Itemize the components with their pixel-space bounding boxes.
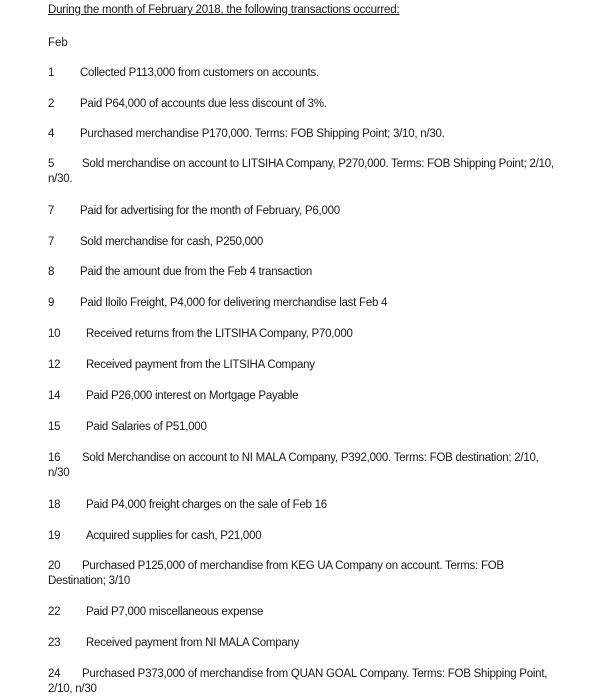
transaction-text: Paid P7,000 miscellaneous expense — [86, 606, 264, 618]
transaction-row — [48, 451, 558, 481]
transaction-text: Sold Merchandise on account to NI MALA Company, P392,000. Terms: FOB destination; 2/10, n/30 — [48, 452, 539, 479]
transaction-row — [48, 97, 558, 112]
transaction-row — [48, 420, 558, 435]
transaction-day: 2 — [48, 98, 55, 110]
transaction-text: Paid P64,000 of accounts due less discount of 3%. — [80, 98, 327, 110]
transaction-row — [48, 529, 558, 544]
transaction-day: 19 — [48, 530, 61, 542]
transaction-day: 10 — [48, 328, 61, 340]
transaction-row — [48, 636, 558, 651]
transaction-text: Collected P113,000 from customers on accounts. — [80, 67, 319, 79]
transaction-day: 22 — [48, 606, 61, 618]
transaction-text: Sold merchandise for cash, P250,000 — [80, 236, 264, 248]
transaction-day: 4 — [48, 128, 55, 140]
transaction-text: Paid the amount due from the Feb 4 transaction — [80, 266, 313, 278]
transaction-day: 14 — [48, 390, 61, 402]
transaction-row — [48, 498, 558, 513]
transaction-text: Received returns from the LITSIHA Company, P70,000 — [86, 328, 353, 340]
transaction-row — [48, 605, 558, 620]
transaction-row — [48, 358, 558, 373]
transaction-day: 20 — [48, 560, 61, 572]
transaction-row — [48, 667, 558, 697]
month-label: Feb — [48, 37, 68, 49]
document-heading: During the month of February 2018, the following transactions occurred: — [48, 4, 400, 16]
transaction-day: 18 — [48, 499, 61, 511]
transaction-row — [48, 296, 558, 311]
transaction-row — [48, 327, 558, 342]
transaction-row — [48, 127, 558, 142]
transaction-text: Sold merchandise on account to LITSIHA Company, P270,000. Terms: FOB Shipping Point; 2/10, n/30. — [48, 158, 554, 185]
transaction-day: 24 — [48, 668, 61, 680]
transaction-row — [48, 265, 558, 280]
transaction-day: 15 — [48, 421, 61, 433]
transaction-day: 9 — [48, 297, 55, 309]
transaction-row — [48, 204, 558, 219]
transaction-row — [48, 157, 558, 187]
transaction-text: Paid for advertising for the month of February, P6,000 — [80, 205, 340, 217]
transaction-day: 8 — [48, 266, 55, 278]
transaction-text: Acquired supplies for cash, P21,000 — [86, 530, 262, 542]
transaction-text: Received payment from the LITSIHA Company — [86, 359, 315, 371]
transaction-text: Purchased P373,000 of merchandise from QUAN GOAL Company. Terms: FOB Shipping Point, 2/10, n/30 — [48, 668, 548, 695]
transaction-text: Paid P4,000 freight charges on the sale of Feb 16 — [86, 499, 327, 511]
transaction-text: Paid Salaries of P51,000 — [86, 421, 207, 433]
transaction-day: 7 — [48, 205, 55, 217]
transaction-day: 7 — [48, 236, 55, 248]
transaction-row — [48, 559, 558, 589]
transaction-text: Purchased merchandise P170,000. Terms: FOB Shipping Point; 3/10, n/30. — [80, 128, 445, 140]
transaction-day: 12 — [48, 359, 61, 371]
transaction-row — [48, 235, 558, 250]
transaction-text: Purchased P125,000 of merchandise from KEG UA Company on account. Terms: FOB Destination; 3/10 — [48, 560, 504, 587]
transaction-text: Received payment from NI MALA Company — [86, 637, 300, 649]
transaction-day: 23 — [48, 637, 61, 649]
transaction-row — [48, 389, 558, 404]
transaction-day: 16 — [48, 452, 61, 464]
transaction-day: 1 — [48, 67, 55, 79]
transaction-text: Paid P26,000 interest on Mortgage Payable — [86, 390, 299, 402]
transaction-text: Paid Iloilo Freight, P4,000 for delivering merchandise last Feb 4 — [80, 297, 388, 309]
transaction-row — [48, 66, 558, 81]
transaction-day: 5 — [48, 158, 55, 170]
